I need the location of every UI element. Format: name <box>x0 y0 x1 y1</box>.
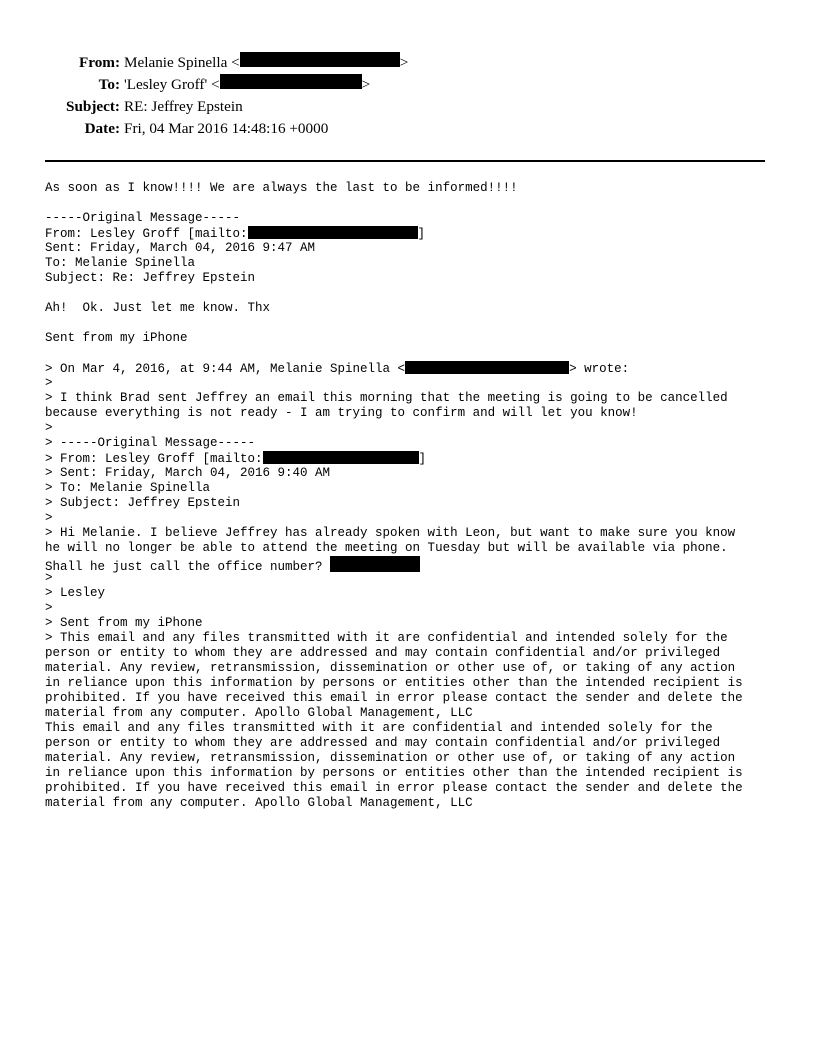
redacted-email <box>248 226 418 239</box>
body-line: > This email and any files transmitted with it are confidential and intended solely for the <box>45 631 728 645</box>
body-line: > To: Melanie Spinella <box>45 481 211 495</box>
email-body <box>45 181 785 811</box>
date-row <box>40 118 440 140</box>
body-line <box>45 451 785 466</box>
to-label: To: <box>98 76 120 93</box>
body-line: Subject: Re: Jeffrey Epstein <box>45 271 256 285</box>
to-value: 'Lesley Groff' < <box>124 76 220 93</box>
body-line: Sent: Friday, March 04, 2016 9:47 AM <box>45 241 316 255</box>
body-text: > wrote: <box>569 362 630 376</box>
body-line: > <box>45 421 53 435</box>
from-value: Melanie Spinella < <box>124 54 240 71</box>
body-line: > <box>45 511 53 525</box>
body-text: ] <box>417 227 426 241</box>
body-line: prohibited. If you have received this email in error please contact the sender and delete the <box>45 781 743 795</box>
from-label: From: <box>78 54 120 71</box>
body-line: > Sent: Friday, March 04, 2016 9:40 AM <box>45 466 331 480</box>
redacted-phone <box>330 556 420 572</box>
date-label: Date: <box>84 120 120 137</box>
body-line: in reliance upon this information by persons or entities other than the intended recipient is <box>45 676 743 690</box>
body-line: This email and any files transmitted with it are confidential and intended solely for the <box>45 721 713 735</box>
body-line: he will no longer be able to attend the meeting on Tuesday but will be available via phone. <box>45 541 728 555</box>
body-line <box>45 196 785 211</box>
body-line <box>45 316 785 331</box>
body-line: As soon as I know!!!! We are always the last to be informed!!!! <box>45 181 518 195</box>
body-line: prohibited. If you have received this email in error please contact the sender and delete the <box>45 691 743 705</box>
body-line: > Sent from my iPhone <box>45 616 203 630</box>
body-line <box>45 361 785 376</box>
body-line: > <box>45 571 53 585</box>
body-line <box>45 226 785 241</box>
date-value: Fri, 04 Mar 2016 14:48:16 +0000 <box>124 120 329 137</box>
body-line: -----Original Message----- <box>45 211 241 225</box>
email-header <box>40 52 440 140</box>
body-line <box>45 556 785 574</box>
body-line: material. Any review, retransmission, dissemination or other use of, or taking of any action <box>45 751 736 765</box>
from-row <box>40 52 440 74</box>
redacted-from-email <box>240 52 400 67</box>
body-line: > Hi Melanie. I believe Jeffrey has already spoken with Leon, but want to make sure you know <box>45 526 736 540</box>
body-line: person or entity to whom they are addressed and may contain confidential and/or privileged <box>45 646 721 660</box>
body-text: Shall he just call the office number? <box>45 560 331 574</box>
body-line: To: Melanie Spinella <box>45 256 196 270</box>
redacted-email <box>263 451 419 464</box>
redacted-to-email <box>220 74 362 89</box>
body-text: From: Lesley Groff [mailto: <box>45 227 248 241</box>
body-line: > <box>45 601 53 615</box>
subject-row <box>40 96 440 118</box>
body-line: > -----Original Message----- <box>45 436 256 450</box>
body-line: in reliance upon this information by persons or entities other than the intended recipient is <box>45 766 743 780</box>
to-row <box>40 74 440 96</box>
body-line: material from any computer. Apollo Global Management, LLC <box>45 706 473 720</box>
body-line: material from any computer. Apollo Global Management, LLC <box>45 796 473 810</box>
body-line: person or entity to whom they are addressed and may contain confidential and/or privileged <box>45 736 721 750</box>
body-line: > I think Brad sent Jeffrey an email this morning that the meeting is going to be cancelled <box>45 391 728 405</box>
body-line: > Lesley <box>45 586 106 600</box>
to-close: > <box>361 76 371 93</box>
from-close: > <box>399 54 409 71</box>
body-line: Ah! Ok. Just let me know. Thx <box>45 301 271 315</box>
subject-value: RE: Jeffrey Epstein <box>124 98 243 115</box>
redacted-email <box>405 361 569 374</box>
body-line: > <box>45 376 53 390</box>
body-text: > On Mar 4, 2016, at 9:44 AM, Melanie Spinella < <box>45 362 406 376</box>
body-line <box>45 286 785 301</box>
body-line: > Subject: Jeffrey Epstein <box>45 496 241 510</box>
body-line <box>45 346 785 361</box>
body-text: > From: Lesley Groff [mailto: <box>45 452 263 466</box>
subject-label: Subject: <box>66 98 120 115</box>
body-line: because everything is not ready - I am trying to confirm and will let you know! <box>45 406 638 420</box>
body-line: material. Any review, retransmission, dissemination or other use of, or taking of any action <box>45 661 736 675</box>
body-text: ] <box>418 452 427 466</box>
body-line: Sent from my iPhone <box>45 331 188 345</box>
header-divider <box>45 160 765 162</box>
